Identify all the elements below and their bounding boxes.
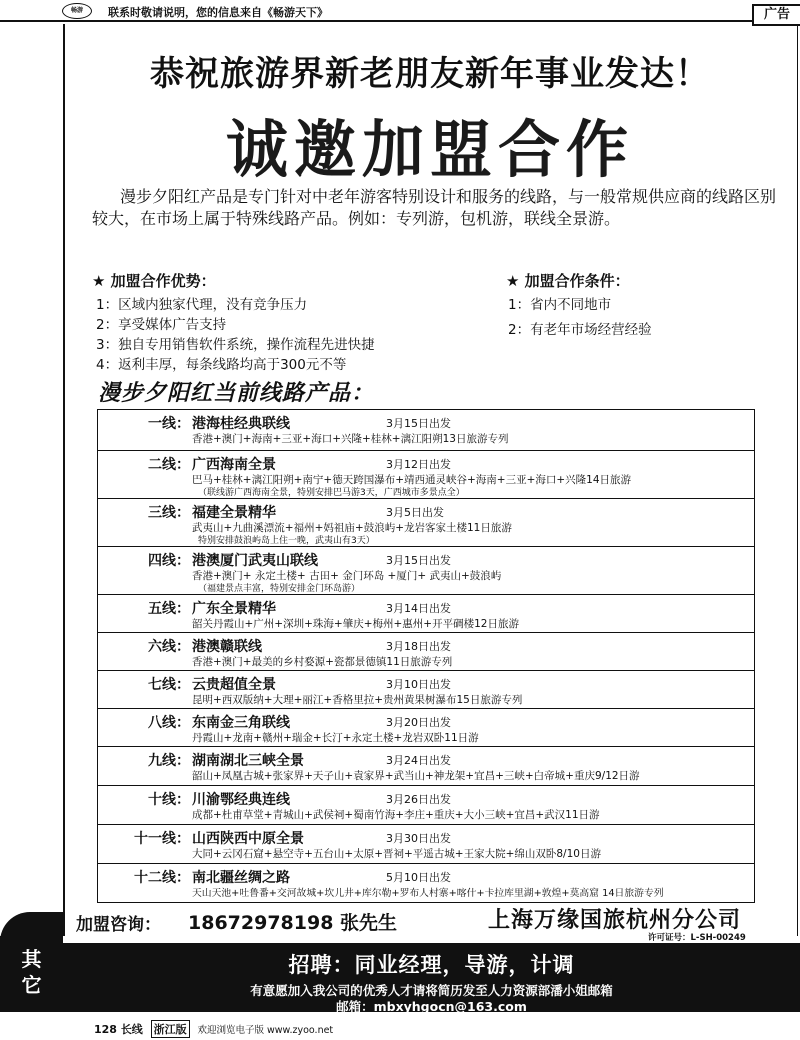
route-label: 十线： (148, 792, 190, 808)
ad-tag: 广告 (752, 4, 800, 26)
route-desc: 巴马+桂林+漓江阳朔+南宁+德天跨国瀑布+靖西通灵峡谷+海南+三亚+海口+兴隆14日旅游 (192, 474, 632, 486)
route-note: （联线游广西海南全景，特别安排巴马游3天，广西城市多景点全） (198, 488, 465, 498)
route-date: 3月20日出发 (386, 716, 451, 729)
route-name: 港海桂经典联线 (192, 416, 290, 432)
route-desc: 香港+澳门+海南+三亚+海口+兴隆+桂林+漓江阳朔13日旅游专列 (192, 433, 509, 445)
route-name: 港澳赣联线 (192, 639, 262, 655)
route-name: 东南金三角联线 (192, 715, 290, 731)
route-row (98, 671, 754, 709)
recruit-text: 有意愿加入我公司的优秀人才请将简历发至人力资源部潘小姐邮箱 (250, 983, 613, 998)
route-row (98, 864, 754, 902)
route-desc: 香港+澳门+最美的乡村婺源+瓷都景德镇11日旅游专列 (192, 656, 453, 668)
route-desc: 成都+杜甫草堂+青城山+武侯祠+蜀南竹海+李庄+重庆+大小三峡+宜昌+武汉11日游 (192, 809, 600, 821)
route-label: 三线： (148, 505, 190, 521)
route-name: 广西海南全景 (192, 457, 276, 473)
route-label: 十二线： (134, 870, 190, 886)
route-desc: 武夷山+九曲溪漂流+福州+妈祖庙+鼓浪屿+龙岩客家土楼11日旅游 (192, 522, 512, 534)
route-label: 八线： (148, 715, 190, 731)
route-name: 湖南湖北三峡全景 (192, 753, 304, 769)
advantage-item: 4：返利丰厚，每条线路均高于300元不等 (96, 357, 347, 373)
route-label: 六线： (148, 639, 190, 655)
route-label: 四线： (148, 553, 190, 569)
route-date: 3月5日出发 (386, 506, 444, 519)
route-label: 一线： (148, 416, 190, 432)
advantage-item: 3：独自专用销售软件系统，操作流程先进快捷 (96, 337, 375, 353)
route-name: 福建全景精华 (192, 505, 276, 521)
recruit-banner (63, 943, 800, 1012)
route-date: 3月24日出发 (386, 754, 451, 767)
contact-label: 加盟咨询： (76, 915, 161, 935)
main-title: 诚邀加盟合作 (225, 113, 634, 186)
route-date: 3月14日出发 (386, 602, 451, 615)
advantages-title: ★ 加盟合作优势： (92, 272, 216, 290)
advantage-item: 1：区域内独家代理，没有竞争压力 (96, 297, 308, 313)
route-row (98, 547, 754, 595)
route-desc: 天山天池+吐鲁番+交河故城+坎儿井+库尔勒+罗布人村寨+喀什+卡拉库里湖+敦煌+莫高窟 14日旅游专列 (192, 888, 664, 899)
side-tab-char: 它 (21, 973, 42, 997)
top-bar (0, 0, 800, 22)
route-label: 五线： (148, 601, 190, 617)
route-date: 3月12日出发 (386, 458, 451, 471)
route-name: 云贵超值全景 (192, 677, 276, 693)
section-name: 长线 (120, 1023, 143, 1036)
route-row (98, 747, 754, 786)
route-row (98, 825, 754, 864)
route-row (98, 451, 754, 499)
route-date: 3月15日出发 (386, 554, 451, 567)
contact-phone: 18672978198 张先生 (188, 912, 398, 934)
route-name: 南北疆丝绸之路 (192, 870, 290, 886)
magazine-logo: 畅游 (62, 3, 92, 19)
route-label: 七线： (148, 677, 190, 693)
route-date: 3月15日出发 (386, 417, 451, 430)
route-desc: 韶关丹霞山+广州+深圳+珠海+肇庆+梅州+惠州+开平碉楼12日旅游 (192, 618, 519, 630)
route-row (98, 709, 754, 747)
side-tab-char: 其 (21, 947, 42, 971)
license-number: 许可证号：L-SH-00249 (648, 933, 746, 943)
edition-badge: 浙江版 (151, 1020, 190, 1038)
route-date: 3月30日出发 (386, 832, 451, 845)
lines-title: 漫步夕阳红当前线路产品： (98, 381, 375, 406)
headline: 恭祝旅游界新老朋友新年事业发达！ (150, 54, 710, 94)
route-name: 川渝鄂经典连线 (192, 792, 290, 808)
page-footer (94, 1020, 333, 1038)
recruit-title: 招聘：同业经理，导游，计调 (288, 953, 575, 977)
route-date: 3月10日出发 (386, 678, 451, 691)
route-label: 二线： (148, 457, 190, 473)
route-name: 山西陕西中原全景 (192, 831, 304, 847)
routes-table (97, 409, 755, 903)
side-tab (0, 936, 63, 1012)
route-name: 港澳厦门武夷山联线 (192, 553, 318, 569)
route-date: 5月10日出发 (386, 871, 451, 884)
route-row (98, 633, 754, 671)
route-desc: 韶山+凤凰古城+张家界+天子山+袁家界+武当山+神龙架+宜昌+三峡+白帝城+重庆9/12日游 (192, 770, 640, 782)
condition-item: 2：有老年市场经营经验 (508, 322, 652, 338)
source-note: 联系时敬请说明，您的信息来自《畅游天下》 (108, 6, 328, 19)
route-note: 特别安排鼓浪屿岛上住一晚，武夷山有3天） (198, 536, 375, 546)
route-row (98, 595, 754, 633)
website-link[interactable]: 欢迎浏览电子版 www.zyoo.net (197, 1025, 334, 1036)
route-desc: 香港+澳门+ 永定土楼+ 古田+ 金门环岛 +厦门+ 武夷山+鼓浪屿 (192, 570, 502, 582)
route-label: 十一线： (134, 831, 190, 847)
intro-paragraph: 漫步夕阳红产品是专门针对中老年游客特别设计和服务的线路，与一般常规供应商的线路区别较大，在市场上属于特殊线路产品。例如：专列游，包机游，联线全景游。 (92, 187, 777, 228)
page-number: 128 (94, 1023, 117, 1036)
advantage-item: 2：享受媒体广告支持 (96, 317, 227, 333)
conditions-title: ★ 加盟合作条件： (506, 272, 630, 290)
route-label: 九线： (148, 753, 190, 769)
route-name: 广东全景精华 (192, 601, 276, 617)
route-desc: 昆明+西双版纳+大理+丽江+香格里拉+贵州黄果树瀑布15日旅游专列 (192, 694, 523, 706)
route-row (98, 786, 754, 825)
route-date: 3月18日出发 (386, 640, 451, 653)
route-desc: 丹霞山+龙南+赣州+瑞金+长汀+永定土楼+龙岩双卧11日游 (192, 732, 479, 744)
route-row (98, 499, 754, 547)
company-name: 上海万缘国旅杭州分公司 (488, 908, 742, 933)
route-desc: 大同+云冈石窟+悬空寺+五台山+太原+晋祠+平遥古城+王家大院+绵山双卧8/10日游 (192, 848, 601, 860)
route-date: 3月26日出发 (386, 793, 451, 806)
recruit-email: 邮箱：mbxyhgocn@163.com (336, 999, 527, 1014)
condition-item: 1：省内不同地市 (508, 297, 612, 313)
route-row (98, 410, 754, 451)
route-note: （福建景点丰富，特别安排金门环岛游） (198, 584, 361, 594)
